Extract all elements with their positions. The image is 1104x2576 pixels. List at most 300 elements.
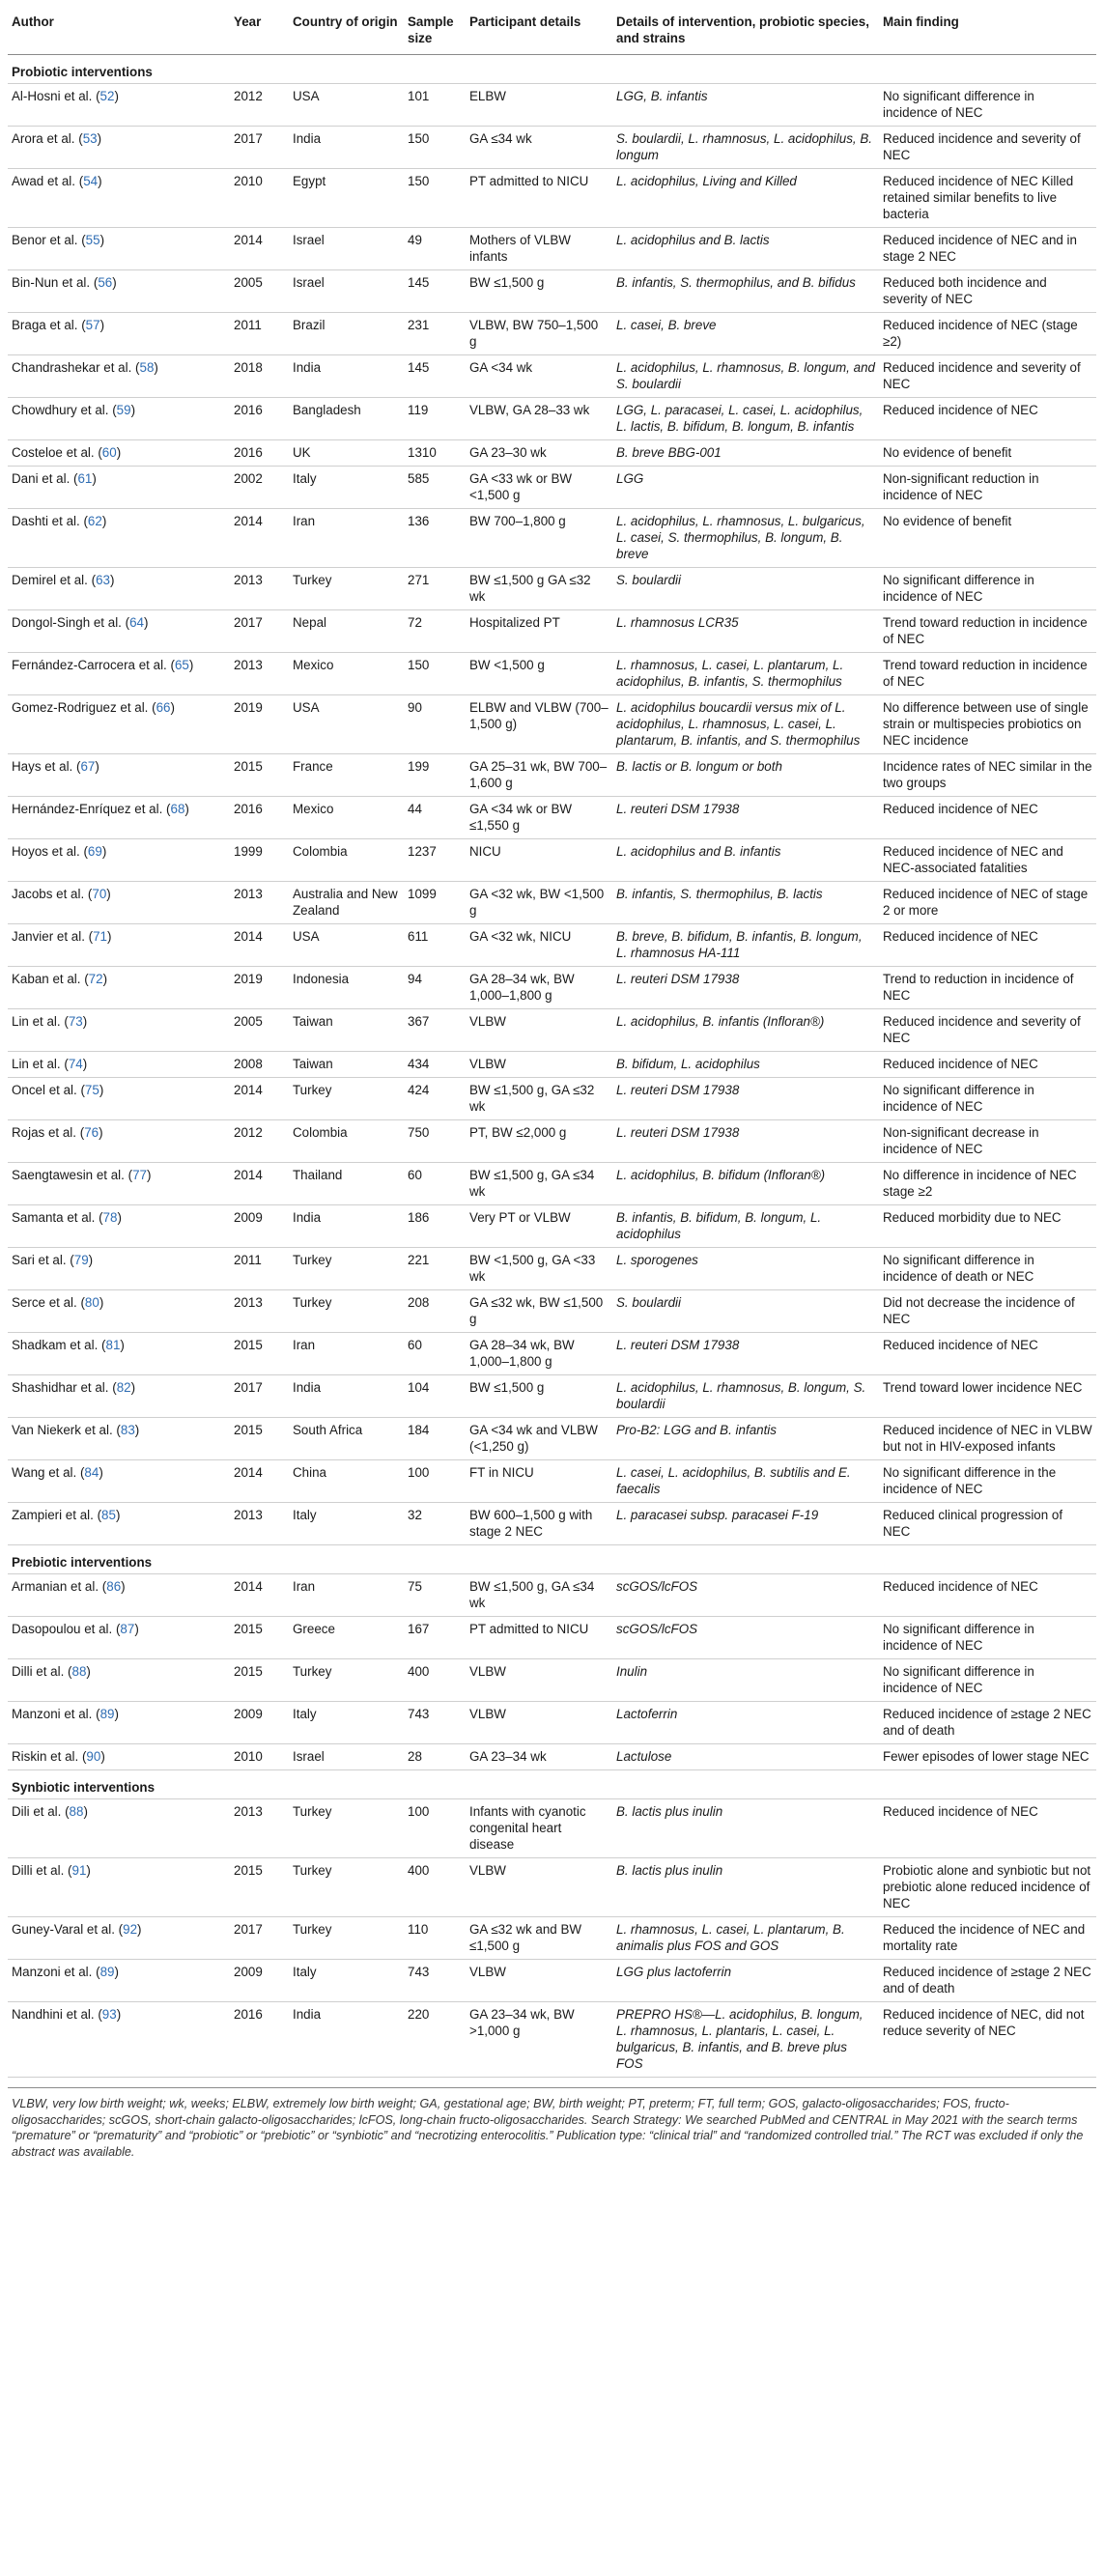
cell-participant: VLBW <box>466 1702 612 1744</box>
reference-link[interactable]: 75 <box>84 1083 99 1097</box>
cell-main-finding: Reduced incidence of NEC Killed retained similar benefits to live bacteria <box>879 169 1096 228</box>
cell-year: 2009 <box>230 1205 289 1248</box>
reference-link[interactable]: 53 <box>82 131 98 146</box>
author-name: Oncel et al. <box>12 1083 77 1097</box>
table-row <box>8 127 1096 169</box>
cell-participant: PT admitted to NICU <box>466 1617 612 1659</box>
author-name: Serce et al. <box>12 1295 77 1310</box>
cell-country: Colombia <box>289 1120 404 1163</box>
cell-details: Inulin <box>612 1659 879 1702</box>
cell-details: L. sporogenes <box>612 1248 879 1290</box>
header-main-finding: Main finding <box>879 0 1096 55</box>
table-row <box>8 1375 1096 1418</box>
table-header <box>8 0 1096 55</box>
cell-details: L. paracasei subsp. paracasei F-19 <box>612 1503 879 1545</box>
cell-author: Dilli et al. (91) <box>8 1858 230 1917</box>
table-row <box>8 839 1096 882</box>
header-year: Year <box>230 0 289 55</box>
table-row <box>8 228 1096 270</box>
reference-link[interactable]: 63 <box>96 573 110 587</box>
table-row <box>8 1799 1096 1858</box>
cell-main-finding: Reduced both incidence and severity of NEC <box>879 270 1096 313</box>
cell-author: Demirel et al. (63) <box>8 568 230 610</box>
author-name: Wang et al. <box>12 1465 77 1480</box>
cell-sample-size: 750 <box>404 1120 466 1163</box>
cell-participant: GA 28–34 wk, BW 1,000–1,800 g <box>466 967 612 1009</box>
cell-country: Iran <box>289 509 404 568</box>
cell-main-finding: Reduced incidence and severity of NEC <box>879 355 1096 398</box>
cell-year: 2009 <box>230 1702 289 1744</box>
cell-details: L. reuteri DSM 17938 <box>612 1120 879 1163</box>
reference-link[interactable]: 89 <box>99 1965 115 1979</box>
cell-author: Lin et al. (73) <box>8 1009 230 1052</box>
cell-year: 2018 <box>230 355 289 398</box>
cell-country: Israel <box>289 228 404 270</box>
cell-participant: GA 23–34 wk, BW >1,000 g <box>466 2002 612 2078</box>
cell-sample-size: 167 <box>404 1617 466 1659</box>
reference-link[interactable]: 83 <box>120 1423 135 1437</box>
cell-details: L. acidophilus boucardii versus mix of L. acidophilus, L. rhamnosus, L. casei, L. plantarum, B. infantis, and S. thermophilus <box>612 695 879 754</box>
cell-participant: ELBW and VLBW (700–1,500 g) <box>466 695 612 754</box>
cell-details: B. lactis or B. longum or both <box>612 754 879 797</box>
cell-author: Dashti et al. (62) <box>8 509 230 568</box>
table-row <box>8 1917 1096 1960</box>
cell-details: L. rhamnosus LCR35 <box>612 610 879 653</box>
reference-link[interactable]: 72 <box>88 972 103 986</box>
cell-details: S. boulardii <box>612 568 879 610</box>
cell-main-finding: Reduced incidence of ≥stage 2 NEC and of death <box>879 1960 1096 2002</box>
reference-link[interactable]: 71 <box>93 929 108 944</box>
cell-details: scGOS/lcFOS <box>612 1574 879 1617</box>
cell-participant: BW ≤1,500 g, GA ≤34 wk <box>466 1163 612 1205</box>
reference-link[interactable]: 70 <box>92 887 107 901</box>
cell-author: Sari et al. (79) <box>8 1248 230 1290</box>
cell-country: Colombia <box>289 839 404 882</box>
cell-year: 2015 <box>230 1333 289 1375</box>
cell-author: Shadkam et al. (81) <box>8 1333 230 1375</box>
cell-details: L. acidophilus, L. rhamnosus, B. longum, S. boulardii <box>612 1375 879 1418</box>
author-name: Gomez-Rodriguez et al. <box>12 700 149 715</box>
cell-country: India <box>289 1375 404 1418</box>
author-name: Awad et al. <box>12 174 76 188</box>
header-row <box>8 0 1096 55</box>
cell-author: Dongol-Singh et al. (64) <box>8 610 230 653</box>
cell-participant: GA <32 wk, NICU <box>466 924 612 967</box>
cell-main-finding: No significant difference in the incidence of NEC <box>879 1460 1096 1503</box>
cell-participant: BW <1,500 g, GA <33 wk <box>466 1248 612 1290</box>
author-name: Riskin et al. <box>12 1749 79 1764</box>
author-name: Chowdhury et al. <box>12 403 109 417</box>
cell-main-finding: Reduced incidence of NEC (stage ≥2) <box>879 313 1096 355</box>
cell-author: Shashidhar et al. (82) <box>8 1375 230 1418</box>
author-name: Manzoni et al. <box>12 1965 93 1979</box>
cell-year: 2014 <box>230 1574 289 1617</box>
cell-details: L. casei, L. acidophilus, B. subtilis and E. faecalis <box>612 1460 879 1503</box>
reference-link[interactable]: 79 <box>73 1253 89 1267</box>
cell-country: Mexico <box>289 797 404 839</box>
cell-year: 2019 <box>230 695 289 754</box>
cell-participant: BW <1,500 g <box>466 653 612 695</box>
table-row <box>8 84 1096 127</box>
header-participant: Participant details <box>466 0 612 55</box>
author-name: Nandhini et al. <box>12 2007 95 2022</box>
cell-country: Turkey <box>289 1248 404 1290</box>
cell-main-finding: Trend toward lower incidence NEC <box>879 1375 1096 1418</box>
cell-details: B. breve BBG-001 <box>612 440 879 467</box>
reference-link[interactable]: 78 <box>102 1210 118 1225</box>
author-name: Dasopoulou et al. <box>12 1622 113 1636</box>
cell-participant: VLBW, GA 28–33 wk <box>466 398 612 440</box>
cell-year: 2011 <box>230 1248 289 1290</box>
cell-author: Gomez-Rodriguez et al. (66) <box>8 695 230 754</box>
cell-sample-size: 611 <box>404 924 466 967</box>
cell-main-finding: Reduced incidence of NEC, did not reduce severity of NEC <box>879 2002 1096 2078</box>
cell-participant: BW ≤1,500 g <box>466 1375 612 1418</box>
reference-link[interactable]: 85 <box>101 1508 116 1522</box>
cell-author: Oncel et al. (75) <box>8 1078 230 1120</box>
cell-country: Australia and New Zealand <box>289 882 404 924</box>
reference-link[interactable]: 62 <box>87 514 102 528</box>
reference-link[interactable]: 55 <box>85 233 100 247</box>
author-name: Fernández-Carrocera et al. <box>12 658 167 672</box>
cell-author: Arora et al. (53) <box>8 127 230 169</box>
cell-country: Italy <box>289 1702 404 1744</box>
cell-main-finding: Reduced the incidence of NEC and mortality rate <box>879 1917 1096 1960</box>
cell-main-finding: No difference between use of single strain or multispecies probiotics on NEC incidence <box>879 695 1096 754</box>
table-row <box>8 882 1096 924</box>
cell-author: Guney-Varal et al. (92) <box>8 1917 230 1960</box>
cell-year: 2017 <box>230 127 289 169</box>
table-row <box>8 1503 1096 1545</box>
cell-details: B. bifidum, L. acidophilus <box>612 1052 879 1078</box>
reference-link[interactable]: 87 <box>120 1622 135 1636</box>
table-row <box>8 1960 1096 2002</box>
reference-link[interactable]: 73 <box>68 1014 83 1029</box>
cell-country: South Africa <box>289 1418 404 1460</box>
cell-country: Italy <box>289 1503 404 1545</box>
cell-year: 2002 <box>230 467 289 509</box>
cell-sample-size: 367 <box>404 1009 466 1052</box>
cell-year: 2013 <box>230 882 289 924</box>
cell-author: Hays et al. (67) <box>8 754 230 797</box>
cell-details: L. acidophilus, L. rhamnosus, L. bulgaricus, L. casei, S. thermophilus, B. longum, B. breve <box>612 509 879 568</box>
reference-link[interactable]: 82 <box>116 1380 131 1395</box>
header-author: Author <box>8 0 230 55</box>
author-name: Zampieri et al. <box>12 1508 94 1522</box>
cell-year: 2005 <box>230 270 289 313</box>
cell-main-finding: No significant difference in incidence of NEC <box>879 84 1096 127</box>
cell-author: Al-Hosni et al. (52) <box>8 84 230 127</box>
cell-sample-size: 44 <box>404 797 466 839</box>
cell-sample-size: 104 <box>404 1375 466 1418</box>
cell-author: Jacobs et al. (70) <box>8 882 230 924</box>
cell-sample-size: 220 <box>404 2002 466 2078</box>
cell-author: Dani et al. (61) <box>8 467 230 509</box>
cell-year: 2011 <box>230 313 289 355</box>
table-row <box>8 440 1096 467</box>
reference-link[interactable]: 69 <box>87 844 102 859</box>
cell-author: Samanta et al. (78) <box>8 1205 230 1248</box>
cell-author: Hoyos et al. (69) <box>8 839 230 882</box>
cell-country: Bangladesh <box>289 398 404 440</box>
reference-link[interactable]: 65 <box>174 658 189 672</box>
table-row <box>8 797 1096 839</box>
cell-author: Hernández-Enríquez et al. (68) <box>8 797 230 839</box>
reference-link[interactable]: 67 <box>80 759 96 774</box>
cell-details: L. acidophilus, L. rhamnosus, B. longum, and S. boulardii <box>612 355 879 398</box>
cell-participant: BW ≤1,500 g GA ≤32 wk <box>466 568 612 610</box>
table-row <box>8 509 1096 568</box>
cell-sample-size: 585 <box>404 467 466 509</box>
cell-year: 2013 <box>230 1503 289 1545</box>
author-name: Costeloe et al. <box>12 445 95 460</box>
table-row <box>8 1052 1096 1078</box>
author-name: Chandrashekar et al. <box>12 360 132 375</box>
cell-main-finding: No evidence of benefit <box>879 509 1096 568</box>
author-name: Saengtawesin et al. <box>12 1168 125 1182</box>
cell-details: LGG, L. paracasei, L. casei, L. acidophilus, L. lactis, B. bifidum, B. longum, B. infantis <box>612 398 879 440</box>
reference-link[interactable]: 91 <box>71 1863 87 1878</box>
cell-sample-size: 184 <box>404 1418 466 1460</box>
table-row <box>8 1858 1096 1917</box>
cell-main-finding: No evidence of benefit <box>879 440 1096 467</box>
cell-author: Riskin et al. (90) <box>8 1744 230 1770</box>
cell-participant: GA 23–34 wk <box>466 1744 612 1770</box>
cell-participant: GA <32 wk, BW <1,500 g <box>466 882 612 924</box>
header-country: Country of origin <box>289 0 404 55</box>
cell-year: 2014 <box>230 1163 289 1205</box>
cell-main-finding: Reduced incidence of NEC of stage 2 or more <box>879 882 1096 924</box>
reference-link[interactable]: 57 <box>85 318 100 332</box>
cell-details: B. infantis, B. bifidum, B. longum, L. acidophilus <box>612 1205 879 1248</box>
cell-details: S. boulardii <box>612 1290 879 1333</box>
cell-participant: VLBW <box>466 1858 612 1917</box>
reference-link[interactable]: 56 <box>98 275 113 290</box>
cell-details: S. boulardii, L. rhamnosus, L. acidophilus, B. longum <box>612 127 879 169</box>
cell-author: Zampieri et al. (85) <box>8 1503 230 1545</box>
cell-year: 2008 <box>230 1052 289 1078</box>
cell-sample-size: 100 <box>404 1799 466 1858</box>
cell-country: Italy <box>289 467 404 509</box>
cell-sample-size: 75 <box>404 1574 466 1617</box>
table-row <box>8 924 1096 967</box>
table-row <box>8 313 1096 355</box>
cell-details: L. acidophilus and B. lactis <box>612 228 879 270</box>
cell-country: Turkey <box>289 1078 404 1120</box>
cell-country: Taiwan <box>289 1052 404 1078</box>
cell-year: 2013 <box>230 568 289 610</box>
cell-participant: GA <34 wk or BW ≤1,550 g <box>466 797 612 839</box>
cell-year: 1999 <box>230 839 289 882</box>
cell-main-finding: No significant difference in incidence of NEC <box>879 1078 1096 1120</box>
cell-country: Egypt <box>289 169 404 228</box>
cell-main-finding: Reduced incidence and severity of NEC <box>879 1009 1096 1052</box>
author-name: Hoyos et al. <box>12 844 80 859</box>
author-name: Shashidhar et al. <box>12 1380 109 1395</box>
author-name: Dashti et al. <box>12 514 80 528</box>
cell-details: Lactoferrin <box>612 1702 879 1744</box>
cell-country: USA <box>289 924 404 967</box>
cell-details: scGOS/lcFOS <box>612 1617 879 1659</box>
reference-link[interactable]: 54 <box>83 174 99 188</box>
reference-link[interactable]: 92 <box>123 1922 138 1937</box>
reference-link[interactable]: 76 <box>84 1125 99 1140</box>
cell-participant: GA ≤34 wk <box>466 127 612 169</box>
cell-main-finding: Reduced incidence of NEC <box>879 398 1096 440</box>
cell-country: Brazil <box>289 313 404 355</box>
cell-author: Kaban et al. (72) <box>8 967 230 1009</box>
cell-main-finding: No significant difference in incidence of NEC <box>879 568 1096 610</box>
reference-link[interactable]: 84 <box>84 1465 99 1480</box>
cell-sample-size: 400 <box>404 1858 466 1917</box>
cell-sample-size: 150 <box>404 127 466 169</box>
cell-main-finding: Trend toward reduction in incidence of NEC <box>879 653 1096 695</box>
reference-link[interactable]: 64 <box>129 615 144 630</box>
cell-main-finding: Non-significant decrease in incidence of NEC <box>879 1120 1096 1163</box>
table-row <box>8 270 1096 313</box>
cell-country: Iran <box>289 1333 404 1375</box>
cell-details: L. rhamnosus, L. casei, L. plantarum, L. acidophilus, B. infantis, S. thermophilus <box>612 653 879 695</box>
table-row <box>8 1120 1096 1163</box>
cell-year: 2013 <box>230 653 289 695</box>
cell-author: Awad et al. (54) <box>8 169 230 228</box>
reference-link[interactable]: 88 <box>71 1664 87 1679</box>
cell-year: 2015 <box>230 1617 289 1659</box>
table-row <box>8 1163 1096 1205</box>
cell-year: 2016 <box>230 440 289 467</box>
cell-sample-size: 72 <box>404 610 466 653</box>
section-title: Synbiotic interventions <box>8 1770 1096 1799</box>
cell-author: Chowdhury et al. (59) <box>8 398 230 440</box>
cell-main-finding: Trend toward reduction in incidence of NEC <box>879 610 1096 653</box>
cell-sample-size: 424 <box>404 1078 466 1120</box>
cell-main-finding: No significant difference in incidence of NEC <box>879 1659 1096 1702</box>
table-row <box>8 355 1096 398</box>
reference-link[interactable]: 74 <box>68 1057 83 1071</box>
table-row <box>8 2002 1096 2078</box>
reference-link[interactable]: 61 <box>77 471 93 486</box>
reference-link[interactable]: 90 <box>86 1749 101 1764</box>
cell-details: L. reuteri DSM 17938 <box>612 1078 879 1120</box>
author-name: Dilli et al. <box>12 1863 65 1878</box>
table-row <box>8 398 1096 440</box>
reference-link[interactable]: 80 <box>84 1295 99 1310</box>
cell-year: 2015 <box>230 754 289 797</box>
cell-year: 2013 <box>230 1290 289 1333</box>
cell-main-finding: Trend to reduction in incidence of NEC <box>879 967 1096 1009</box>
author-name: Al-Hosni et al. <box>12 89 93 103</box>
cell-country: Turkey <box>289 1659 404 1702</box>
cell-country: China <box>289 1460 404 1503</box>
cell-sample-size: 743 <box>404 1960 466 2002</box>
reference-link[interactable]: 77 <box>132 1168 147 1182</box>
author-name: Dani et al. <box>12 471 71 486</box>
cell-details: Lactulose <box>612 1744 879 1770</box>
reference-link[interactable]: 59 <box>116 403 131 417</box>
author-name: Dongol-Singh et al. <box>12 615 122 630</box>
cell-participant: ELBW <box>466 84 612 127</box>
cell-year: 2017 <box>230 1917 289 1960</box>
cell-main-finding: Reduced incidence of NEC <box>879 797 1096 839</box>
cell-details: L. rhamnosus, L. casei, L. plantarum, B. animalis plus FOS and GOS <box>612 1917 879 1960</box>
reference-link[interactable]: 86 <box>106 1579 122 1594</box>
cell-details: LGG, B. infantis <box>612 84 879 127</box>
author-name: Jacobs et al. <box>12 887 85 901</box>
cell-sample-size: 150 <box>404 169 466 228</box>
reference-link[interactable]: 60 <box>101 445 117 460</box>
cell-country: India <box>289 355 404 398</box>
cell-sample-size: 271 <box>404 568 466 610</box>
table-row <box>8 754 1096 797</box>
cell-country: USA <box>289 84 404 127</box>
author-name: Shadkam et al. <box>12 1338 99 1352</box>
cell-year: 2014 <box>230 1460 289 1503</box>
cell-sample-size: 101 <box>404 84 466 127</box>
cell-participant: BW ≤1,500 g <box>466 270 612 313</box>
reference-link[interactable]: 89 <box>99 1707 115 1721</box>
cell-year: 2014 <box>230 924 289 967</box>
author-name: Lin et al. <box>12 1057 61 1071</box>
cell-year: 2015 <box>230 1418 289 1460</box>
cell-year: 2017 <box>230 1375 289 1418</box>
cell-year: 2016 <box>230 2002 289 2078</box>
cell-details: Pro-B2: LGG and B. infantis <box>612 1418 879 1460</box>
cell-author: Costeloe et al. (60) <box>8 440 230 467</box>
author-name: Guney-Varal et al. <box>12 1922 115 1937</box>
cell-year: 2014 <box>230 1078 289 1120</box>
cell-year: 2010 <box>230 169 289 228</box>
cell-author: Manzoni et al. (89) <box>8 1960 230 2002</box>
cell-participant: Mothers of VLBW infants <box>466 228 612 270</box>
table-row <box>8 610 1096 653</box>
cell-sample-size: 94 <box>404 967 466 1009</box>
reference-link[interactable]: 52 <box>99 89 115 103</box>
reference-link[interactable]: 93 <box>101 2007 117 2022</box>
cell-participant: GA 28–34 wk, BW 1,000–1,800 g <box>466 1333 612 1375</box>
cell-main-finding: Reduced incidence of NEC <box>879 924 1096 967</box>
cell-year: 2017 <box>230 610 289 653</box>
table-row <box>8 1248 1096 1290</box>
table-row <box>8 1744 1096 1770</box>
cell-sample-size: 136 <box>404 509 466 568</box>
cell-country: Turkey <box>289 1799 404 1858</box>
cell-participant: BW ≤1,500 g, GA ≤34 wk <box>466 1574 612 1617</box>
reference-link[interactable]: 88 <box>69 1804 84 1819</box>
reference-link[interactable]: 81 <box>105 1338 121 1352</box>
cell-main-finding: Incidence rates of NEC similar in the two groups <box>879 754 1096 797</box>
cell-participant: FT in NICU <box>466 1460 612 1503</box>
cell-main-finding: Reduced incidence of NEC <box>879 1052 1096 1078</box>
cell-country: Turkey <box>289 1858 404 1917</box>
cell-participant: GA 23–30 wk <box>466 440 612 467</box>
studies-table <box>8 0 1096 2078</box>
cell-main-finding: Reduced clinical progression of NEC <box>879 1503 1096 1545</box>
author-name: Kaban et al. <box>12 972 81 986</box>
cell-country: Iran <box>289 1574 404 1617</box>
cell-participant: VLBW, BW 750–1,500 g <box>466 313 612 355</box>
table-row <box>8 1659 1096 1702</box>
reference-link[interactable]: 68 <box>170 802 185 816</box>
cell-details: B. lactis plus inulin <box>612 1799 879 1858</box>
cell-main-finding: No significant difference in incidence of NEC <box>879 1617 1096 1659</box>
cell-details: LGG plus lactoferrin <box>612 1960 879 2002</box>
cell-author: Fernández-Carrocera et al. (65) <box>8 653 230 695</box>
cell-author: Rojas et al. (76) <box>8 1120 230 1163</box>
table-row <box>8 967 1096 1009</box>
cell-details: L. acidophilus, B. bifidum (Infloran®) <box>612 1163 879 1205</box>
reference-link[interactable]: 66 <box>156 700 171 715</box>
reference-link[interactable]: 58 <box>139 360 155 375</box>
